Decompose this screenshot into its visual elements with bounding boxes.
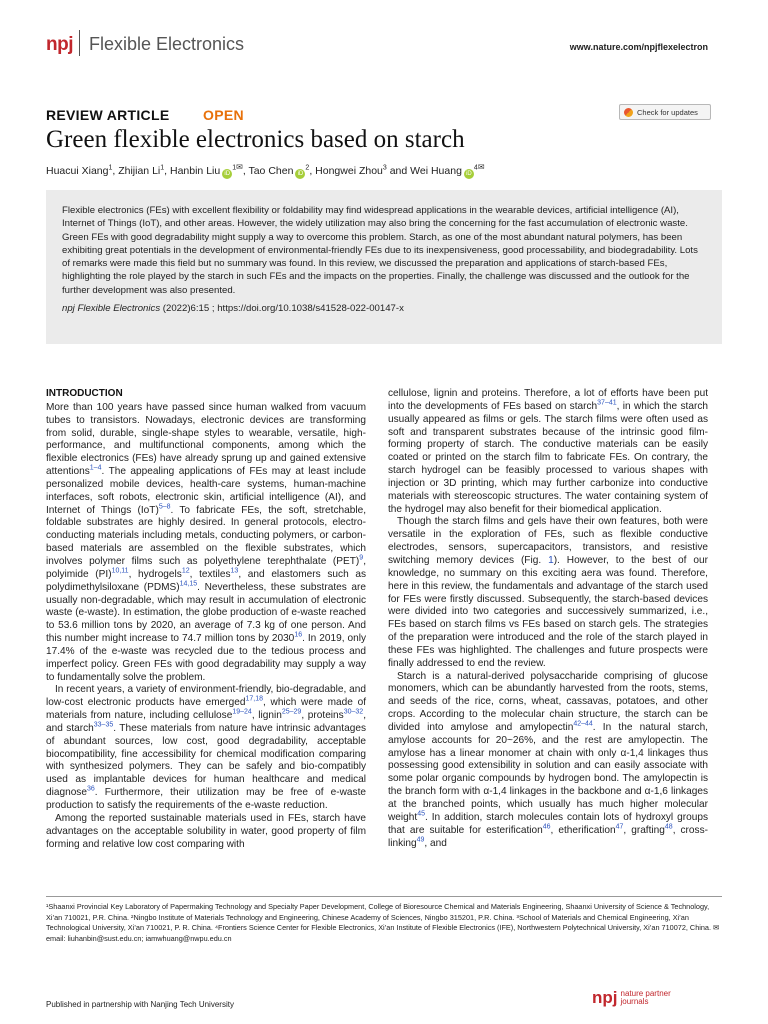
reference-link[interactable]: 30–32 bbox=[343, 708, 364, 716]
reference-link[interactable]: 45 bbox=[417, 810, 425, 818]
author-separator: , bbox=[309, 165, 316, 177]
paragraph-text: , textiles bbox=[189, 568, 231, 580]
figure-link[interactable]: 1 bbox=[548, 554, 554, 566]
footer-npj-logo: npj bbox=[592, 988, 618, 1007]
crossmark-icon bbox=[624, 108, 633, 117]
reference-link[interactable]: 46 bbox=[542, 823, 551, 831]
author-affiliation-marker: 1 bbox=[232, 164, 237, 172]
paragraph-text: . Furthermore, their utilization may be free of e-waste production to satisfy the requirements of the e-waste reduction. bbox=[46, 787, 366, 811]
paragraph-text: ). However, to the best of our knowledge, no summary on this exciting aera was found. Therefore, here in this review, the fundamentals and advantage of the starch used for FEs were firstly discussed. Subsequently, the starch-based devices were divided into two categories and successively summarized, i.e., FEs based on starch films vs FEs based on starch gels. The strategies of the preparation were introduced and the role of the starch played in these FEs was highlighted. The challenges and future prospects were finally addressed to end the review. bbox=[388, 554, 708, 669]
journal-url-link[interactable]: www.nature.com/npjflexelectron bbox=[569, 42, 708, 52]
reference-link[interactable]: 16 bbox=[294, 631, 303, 639]
paragraph-text: , etherification bbox=[550, 824, 616, 836]
article-title: Green flexible electronics based on starch bbox=[46, 126, 465, 153]
check-for-updates-button[interactable] bbox=[619, 104, 711, 120]
paragraph-text: , polyimide (PI) bbox=[46, 555, 366, 580]
article-type-label: REVIEW ARTICLE bbox=[46, 107, 170, 123]
footnote-divider bbox=[46, 896, 722, 897]
nature-partner-journals-logo[interactable] bbox=[592, 988, 671, 1008]
body-paragraph bbox=[388, 671, 708, 851]
author-affiliation-marker: 4 bbox=[473, 164, 478, 172]
citation-journal: npj Flexible Electronics bbox=[62, 303, 161, 315]
reference-link[interactable]: 14,15 bbox=[179, 580, 198, 588]
footer-logo-line-1: nature partner bbox=[620, 988, 671, 998]
author-affiliation-marker: 1 bbox=[108, 164, 113, 172]
paragraph-text: . In 2019, only 17.4% of the e-waste was recycled due to the tedious process and imperfect policy. Green FEs with good degradability may supply a way to fundamentally solve the problem. bbox=[46, 633, 366, 683]
paragraph-text: , in which the starch usually appeared as films or gels. The starch films were often used as soft and transparent substrates because of the intrinsic good film-forming property of starch. The conductive materials can be easily coated or printed on the starch film to fabricate FEs. On contrary, the starch hydrogel can be feasibly processed to various shapes with injection or 3D printing, which may further carbonize into conductive materials with stereoscopic structures. The water containing system of the hydrogel may also benefit for their biomedical application. bbox=[388, 400, 708, 515]
author-separator: , bbox=[164, 165, 170, 177]
journal-name[interactable]: Flexible Electronics bbox=[89, 34, 245, 54]
author-name[interactable]: Huacui Xiang bbox=[46, 165, 109, 177]
reference-link[interactable]: 48 bbox=[664, 823, 673, 831]
reference-link[interactable]: 25–29 bbox=[281, 708, 302, 716]
body-paragraph bbox=[46, 684, 366, 812]
paragraph-text: . The appealing applications of FEs may at least include personalized mobile devices, health-care systems, human-machine interfaces, soft robots, electronic skin, artificial intelligence (AI), and Internet of Things (IoT) bbox=[46, 466, 366, 516]
paragraph-text: . In addition, starch molecules contain lots of hydroxyl groups that are suitable for esterification bbox=[388, 811, 708, 836]
affiliations-footnote: ¹Shaanxi Provincial Key Laboratory of Papermaking Technology and Specialty Paper Development, College of Bioresource Chemical and Materials Engineering, Shaanxi University of Science & Technology, Xi’an 710021, P.R. China. ²Ningbo Institute of Materials Technology and Engineering, Chinese Academy of Sciences, Ningbo 315201, P.R. China. ³School of Materials and Chemical Engineering, Xi’an Technological University, Xi’an 710021, P. R. China. ⁴Frontiers Science Center for Flexible Electronics, Xi’an Institute of Flexible Electronics (IFE), Northwestern Polytechnical University, Xi’an 710072, China. ✉email: liuhanbin@sust.edu.cn; iamwhuang@nwpu.edu.cn bbox=[46, 902, 720, 943]
reference-link[interactable]: 36 bbox=[86, 785, 95, 793]
author-affiliation-marker: 2 bbox=[305, 164, 310, 172]
reference-link[interactable]: 9 bbox=[359, 554, 364, 562]
author-affiliation-marker: 1 bbox=[160, 164, 165, 172]
paragraph-text: Starch is a natural-derived polysaccharide comprising of glucose monomers, which can be abundantly harvested from the roots, stems, and seeds of the rice, corns, wheat, cassavas, potatoes, and other crops. According to the molecular chain structure, the starch can be divided into amylose and amylopectin bbox=[388, 670, 708, 733]
body-paragraph bbox=[388, 516, 708, 670]
check-for-updates-label: Check for updates bbox=[637, 107, 698, 117]
body-column-right bbox=[388, 388, 708, 850]
paragraph-text: In recent years, a variety of environment-friendly, bio-degradable, and low-cost electronic products have emerged bbox=[46, 684, 366, 709]
body-paragraph bbox=[46, 813, 366, 852]
footer-logo-line-2: journals bbox=[620, 997, 649, 1006]
reference-link[interactable]: 10,11 bbox=[111, 567, 129, 575]
paragraph-text: Though the starch films and gels have their own features, both were versatile in the exploration of FEs, such as flexible conductive electrodes, sensors, supercapacitors, transistors, and resistive switching memory devices (Fig. bbox=[388, 516, 708, 566]
author-name[interactable]: Zhijian Li bbox=[118, 165, 161, 177]
paragraph-text: cellulose, lignin and proteins. Therefore, a lot of efforts have been put into the developments of FEs based on starch bbox=[388, 388, 708, 412]
paragraph-text: , grafting bbox=[623, 824, 665, 836]
reference-link[interactable]: 42–44 bbox=[573, 720, 593, 728]
email-icon[interactable]: ✉ bbox=[236, 162, 243, 172]
paragraph-text: , proteins bbox=[301, 710, 344, 722]
body-paragraph bbox=[388, 388, 708, 516]
paragraph-text: . These materials from nature have intrinsic advantages of abundant sources, low cost, good degradability, acceptable biocompatibility, fine accessibility for chemical modification comparing with synthesized polymers. They can be safely and bio-compatibly used as implantable devices for human healthcare and medical diagnose bbox=[46, 722, 366, 799]
publisher-partnership-note: Published in partnership with Nanjing Tech University bbox=[46, 1000, 234, 1009]
author-list bbox=[46, 162, 485, 179]
author-name[interactable]: Hongwei Zhou bbox=[315, 165, 383, 177]
author-separator: , bbox=[112, 165, 119, 177]
email-icon[interactable]: ✉ bbox=[477, 162, 485, 172]
orcid-icon[interactable]: iD bbox=[464, 169, 474, 179]
reference-link[interactable]: 19–24 bbox=[232, 708, 252, 716]
author-separator: and bbox=[386, 165, 411, 177]
section-heading-introduction: INTRODUCTION bbox=[46, 388, 123, 399]
paragraph-text: . Nevertheless, these substrates are usually non-degradable, which may result in accumulation of electronic waste (e-waste). In estimation, the globe production of e-waste reached to 53.6 million tons by 2020, an average of 7.3 kg of one person. And this number might increase to 74.7 million tons by 2030 bbox=[46, 581, 366, 645]
body-column-left bbox=[46, 388, 366, 851]
paragraph-text: , which were made of materials from nature, including cellulose bbox=[46, 697, 366, 722]
footer-logo-text bbox=[621, 990, 671, 1007]
right-paragraphs bbox=[388, 388, 708, 850]
abstract-text: Flexible electronics (FEs) with excellent flexibility or foldability may find widespread applications in the wearable devices, artificial intelligence (AI), Internet of Things (IoT), and other areas. However, the widely utilization may also bring the concerning for the fast accumulation of electronic waste. Green FEs with good degradability might supply a way to overcome this problem. Starch, as one of the most abundant natural polymers, has been exhibiting great potentials in the development of environmental-friendly FEs due to its inexpensiveness, good processability, and biodegradability. Lots of remarks were made this field but no summary was found. In this review, we discussed the preparation and applications of starch-based FEs, highlighting the role played by the starch in such FEs and the impacts on the properties. Finally, the challenge was discussed and the outlook for the further development was also presented. bbox=[62, 205, 698, 296]
paragraph-text: Among the reported sustainable materials used in FEs, starch have advantages on the acceptable solubility in water, good property of film forming and relative low cost comparing with bbox=[46, 812, 366, 850]
orcid-icon[interactable]: iD bbox=[222, 169, 232, 179]
reference-link[interactable]: 47 bbox=[615, 823, 624, 831]
reference-link[interactable]: 13 bbox=[230, 567, 239, 575]
paragraph-text: , cross-linking bbox=[388, 824, 708, 849]
reference-link[interactable]: 5–8 bbox=[158, 503, 171, 511]
paragraph-text: . In the natural starch, amylose accounts for 20~26%, and the rest are amylopectin. The amylose has a linear monomer at chain with only α-1,4 linkages thus possessing good extensibility in solution and can easily associate with some polar organic compounds by hydrogen bond. The amylopectin is the branch form with α-1,4 linkages in the backbone and α-1,6 linkages at the branched points, which usually has much higher molecular weight bbox=[388, 721, 708, 823]
body-paragraph bbox=[46, 402, 366, 685]
abstract-box bbox=[46, 190, 722, 344]
author-name[interactable]: Hanbin Liu bbox=[170, 165, 221, 177]
paragraph-text: . To fabricate FEs, the soft, stretchable, foldable substrates are highly desired. In general protocols, electro-conducting materials including metals, conducting polymers, or carbon-based materials are assembled on the flexible substrates, which involves polymer films such as polyethylene terephthalate (PET) bbox=[46, 504, 367, 567]
header-divider bbox=[79, 30, 80, 56]
reference-link[interactable]: 12 bbox=[181, 567, 190, 575]
author-name[interactable]: Tao Chen bbox=[248, 165, 294, 177]
paragraph-text: , and starch bbox=[46, 710, 366, 734]
journal-logo[interactable]: npj bbox=[46, 34, 73, 55]
left-paragraphs bbox=[46, 402, 366, 852]
open-access-badge: OPEN bbox=[203, 107, 244, 123]
reference-link[interactable]: 17,18 bbox=[245, 695, 264, 703]
reference-link[interactable]: 37–41 bbox=[597, 399, 617, 407]
paragraph-text: , and elastomers such as polydimethylsiloxane (PDMS) bbox=[46, 568, 367, 593]
paragraph-text: More than 100 years have passed since human walked from vacuum tubes to transistors. Nowadays, electronic devices are transforming from solid, durable, single-shape styles to wearable, versatile, high-performance, and multifunctional components, among which the flexible electronics (FEs) have already sprung up and gained extensive attentions bbox=[46, 401, 366, 478]
author-separator: , bbox=[242, 165, 249, 177]
paragraph-text: , lignin bbox=[251, 710, 282, 722]
orcid-icon[interactable]: iD bbox=[295, 169, 305, 179]
author-affiliation-marker: 3 bbox=[382, 164, 387, 172]
citation-doi-link[interactable]: (2022)6:15 ; https://doi.org/10.1038/s41528-022-00147-x bbox=[160, 303, 404, 315]
paragraph-text: , hydrogels bbox=[128, 568, 182, 580]
reference-link[interactable]: 49 bbox=[416, 836, 425, 844]
citation-line bbox=[62, 302, 708, 315]
reference-link[interactable]: 33–35 bbox=[93, 721, 114, 729]
reference-link[interactable]: 1–4 bbox=[89, 464, 102, 472]
paragraph-text: , and bbox=[424, 837, 447, 849]
author-name[interactable]: Wei Huang bbox=[410, 165, 462, 177]
